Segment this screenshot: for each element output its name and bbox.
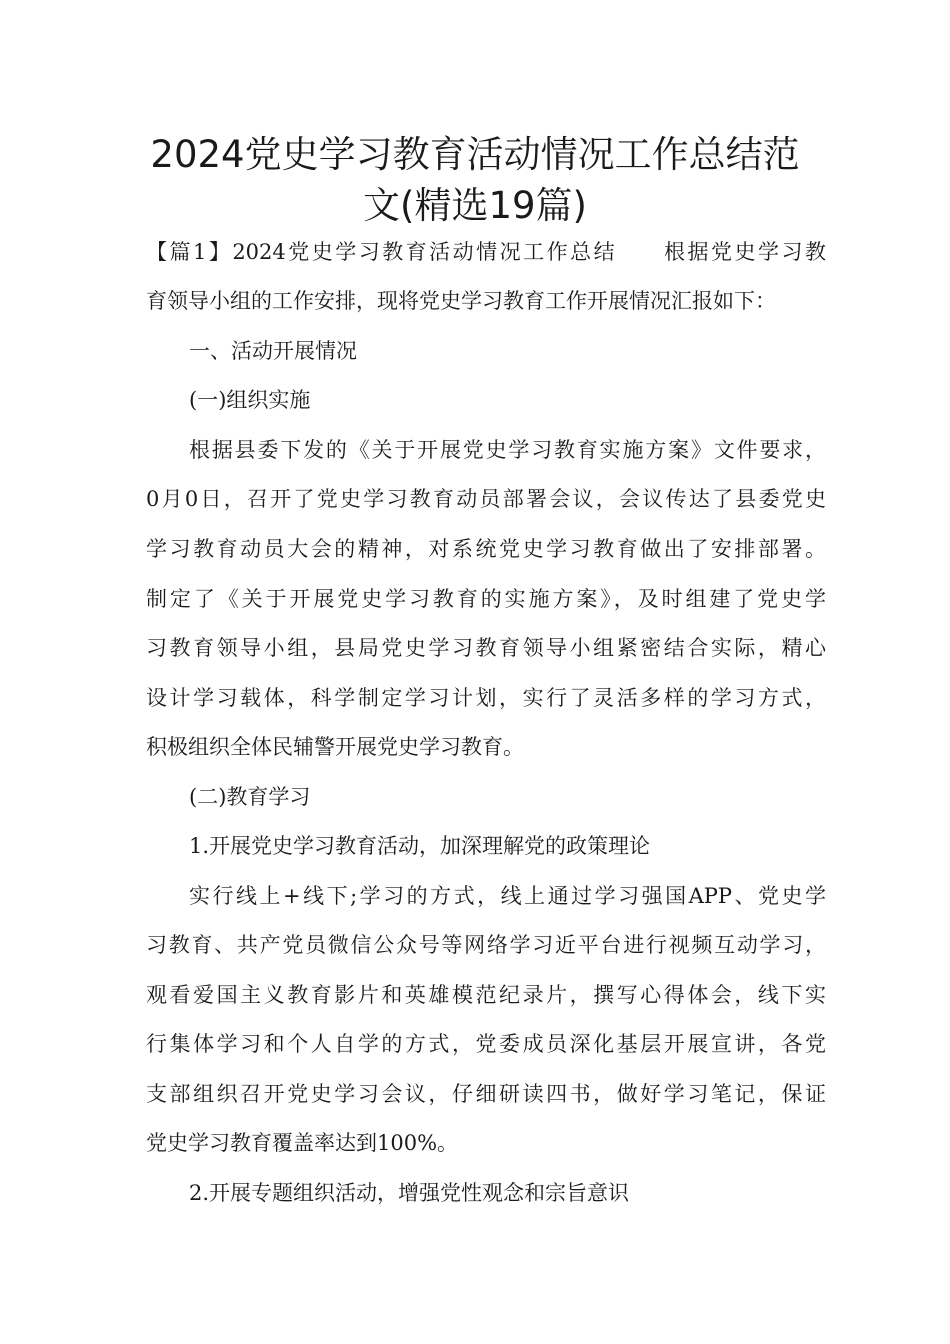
subsection-heading: (二)教育学习: [189, 785, 311, 809]
document-title-line-1: 2024党史学习教育活动情况工作总结范: [150, 133, 800, 176]
paragraph-line: 积极组织全体民辅警开展党史学习教育。: [146, 735, 524, 759]
paragraph-line: 学习教育动员大会的精神，对系统党史学习教育做出了安排部署。: [146, 537, 826, 561]
paragraph-line: 习教育领导小组，县局党史学习教育领导小组紧密结合实际，精心: [146, 636, 826, 660]
paragraph-line: 根据县委下发的《关于开展党史学习教育实施方案》文件要求，: [189, 438, 826, 462]
paragraph-line: 党史学习教育覆盖率达到100%。: [146, 1131, 459, 1155]
paragraph-line: 设计学习载体，科学制定学习计划，实行了灵活多样的学习方式，: [146, 686, 826, 710]
paragraph-line: 育领导小组的工作安排，现将党史学习教育工作开展情况汇报如下：: [146, 289, 776, 313]
paragraph-line: 0月0日，召开了党史学习教育动员部署会议，会议传达了县委党史: [146, 487, 826, 511]
paragraph-line: 实行线上+线下;学习的方式，线上通过学习强国APP、党史学: [189, 884, 826, 908]
item-heading: 1.开展党史学习教育活动，加深理解党的政策理论: [189, 834, 651, 858]
subsection-heading: (一)组织实施: [189, 388, 311, 412]
paragraph-line: 观看爱国主义教育影片和英雄模范纪录片，撰写心得体会，线下实: [146, 983, 826, 1007]
item-heading: 2.开展专题组织活动，增强党性观念和宗旨意识: [189, 1181, 630, 1205]
section-heading: 一、活动开展情况: [189, 339, 357, 363]
paragraph-line: 习教育、共产党员微信公众号等网络学习近平台进行视频互动学习，: [146, 933, 826, 957]
paragraph-line: 【篇1】2024党史学习教育活动情况工作总结 根据党史学习教: [146, 240, 826, 264]
paragraph-line: 制定了《关于开展党史学习教育的实施方案》，及时组建了党史学: [146, 587, 826, 611]
paragraph-line: 行集体学习和个人自学的方式，党委成员深化基层开展宣讲，各党: [146, 1032, 826, 1056]
document-title-line-2: 文(精选19篇): [363, 184, 587, 227]
paragraph-line: 支部组织召开党史学习会议，仔细研读四书，做好学习笔记，保证: [146, 1082, 826, 1106]
